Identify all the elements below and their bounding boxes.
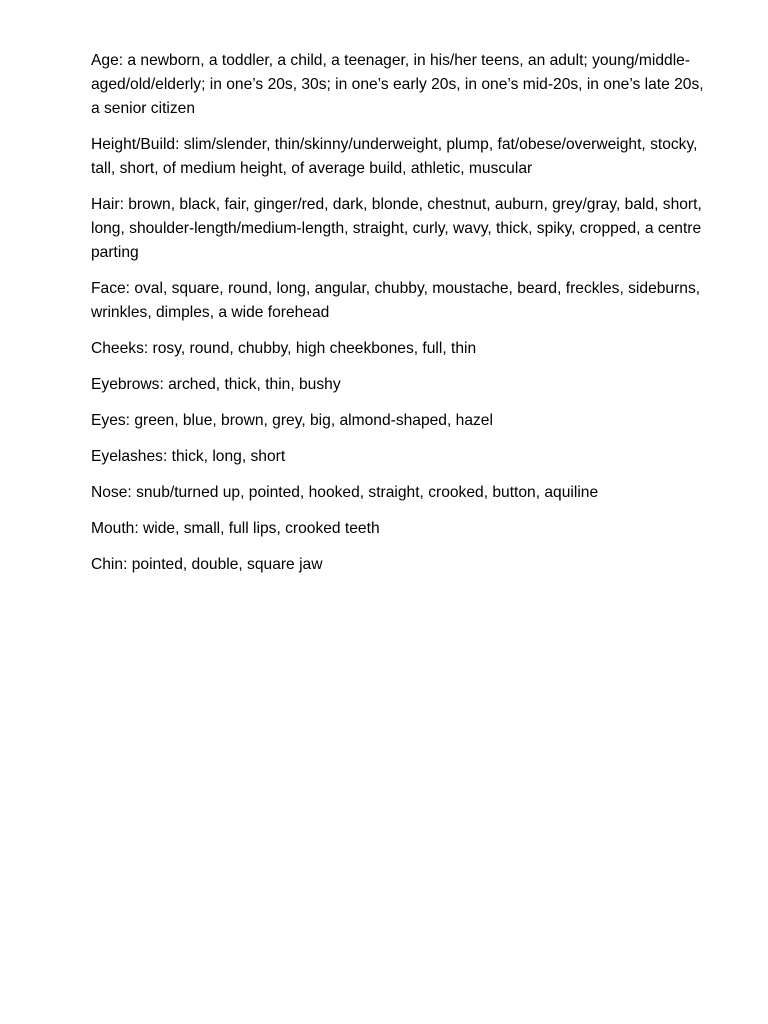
entry-eyelashes: Eyelashes: thick, long, short	[91, 448, 286, 465]
entry-age: Age: a newborn, a toddler, a child, a teenager, in his/her teens, an adult; young/middle-aged/old/elderly; in one’s 20s, 30s; in one’s early 20s, in one’s mid-20s, in one’s late 20s, a senior citizen	[91, 52, 704, 117]
entry-hair: Hair: brown, black, fair, ginger/red, dark, blonde, chestnut, auburn, grey/gray, bald, short, long, shoulder-length/medium-length, straight, curly, wavy, thick, spiky, cropped, a centre parting	[91, 196, 702, 261]
entry-eyes: Eyes: green, blue, brown, grey, big, almond-shaped, hazel	[91, 412, 493, 429]
document-body	[91, 49, 711, 589]
entry-cheeks: Cheeks: rosy, round, chubby, high cheekbones, full, thin	[91, 340, 477, 357]
entry-face: Face: oval, square, round, long, angular, chubby, moustache, beard, freckles, sideburns, wrinkles, dimples, a wide forehead	[91, 280, 701, 321]
entry-height-build: Height/Build: slim/slender, thin/skinny/underweight, plump, fat/obese/overweight, stocky, tall, short, of medium height, of average build, athletic, muscular	[91, 136, 698, 177]
entry-nose: Nose: snub/turned up, pointed, hooked, straight, crooked, button, aquiline	[91, 484, 599, 501]
entry-eyebrows: Eyebrows: arched, thick, thin, bushy	[91, 376, 341, 393]
entry-mouth: Mouth: wide, small, full lips, crooked teeth	[91, 520, 380, 537]
entry-chin: Chin: pointed, double, square jaw	[91, 556, 323, 573]
